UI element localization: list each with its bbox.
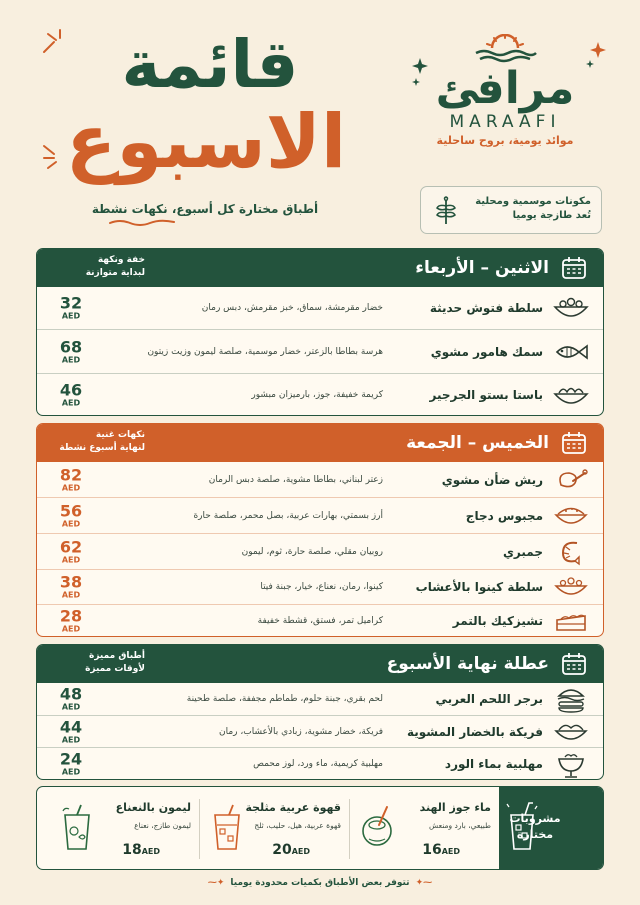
menu-item-row [37,462,603,497]
freekeh-bowl-icon [551,717,591,747]
burger-icon [551,684,591,714]
page-title-line2: الاسبوع [65,99,347,185]
section-note-line1: نكهات غنية [95,430,145,440]
section-days: الاثنين – الأربعاء [415,258,549,278]
dish-description: كينوا، رمان، نعناع، خيار، جبنة فيتا [260,582,383,592]
rice-bowl-icon [551,501,591,531]
drink-description: ليمون طازج، نعناع [134,821,191,830]
section-days: الخميس – الجمعة [406,433,549,453]
dish-name: مجبوس دجاج [465,508,543,523]
salad-bowl-icon [551,293,591,323]
dish-name: تشيزكيك بالتمر [452,614,543,628]
divider [349,799,350,859]
price-value: 18 [122,842,142,858]
dish-price [51,381,91,408]
fresh-note-line2: تُعد طازجة يوميا [512,210,591,221]
menu-item-row [37,569,603,604]
pudding-cup-icon [551,749,591,779]
leaf-icon [431,196,461,226]
shrimp-icon [551,537,591,567]
cheesecake-icon [551,606,591,636]
price-value: 24 [59,749,83,768]
drink-price [253,839,313,858]
divider [199,799,200,859]
dish-name: فريكة بالخضار المشوية [406,724,543,739]
dish-name: ريش ضأن مشوي [441,472,543,487]
price-currency: AED [61,311,81,321]
dish-name: برجر اللحم العربي [435,692,543,706]
calendar-icon [561,431,587,455]
price-currency: AED [61,398,81,407]
price-value: 56 [59,501,83,520]
drink-description: طبيعي، بارد ومنعش [429,821,491,830]
dish-price [51,750,91,777]
brand-block [410,34,600,147]
lamb-chop-icon [551,465,591,495]
dish-description: كراميل تمر، فستق، قشطة خفيفة [257,616,383,626]
calendar-icon [561,652,587,676]
fresh-note-line1: مكونات موسمية ومحلية [475,196,591,207]
section-header [37,424,603,462]
dish-description: روبيان مقلي، صلصة حارة، ثوم، ليمون [241,546,383,557]
dish-description: زعتر لبناني، بطاطا مشوية، صلصة دبس الرمان [208,474,383,485]
price-value: 28 [59,606,83,626]
menu-item-row [37,497,603,533]
section-note-line2: لأوقات مميزة [85,664,145,674]
menu-item-row [37,683,603,715]
page-subtitle [90,202,320,216]
brand-tagline: موائد يومية، بروح ساحلية [436,134,574,147]
drink-item [199,787,349,869]
drinks-label-line1: مشروبات [509,812,561,825]
sunrise-waves-icon [470,34,540,64]
section-note-line1: أطباق مميزة [89,651,145,661]
brand-name-en: MARAAFI [449,112,561,132]
dish-price [51,338,91,365]
section-note-line2: لنهاية أسبوع نشطة [59,443,145,453]
section-thu-fri [36,423,604,637]
dish-price [51,295,91,322]
price-currency: AED [61,355,81,364]
section-header [37,249,603,287]
price-value: 62 [59,537,83,556]
price-value: 38 [59,572,83,592]
menu-item-row [37,533,603,569]
dish-name: سلطة كينوا بالأعشاب [415,580,543,594]
footer-ornament-icon: ✦⁓ [207,878,225,888]
price-currency: AED [61,735,81,744]
price-value: 20 [272,842,292,858]
drinks-panel [36,786,604,870]
price-currency: AED [61,483,81,492]
drink-price [403,839,463,858]
price-value: 68 [59,337,83,356]
dish-description: فريكة، خضار مشوية، زبادي بالأعشاب، رمان [218,726,383,737]
menu-item-row [37,604,603,637]
quinoa-bowl-icon [551,572,591,602]
dish-price [51,718,91,745]
price-value: 48 [59,684,83,704]
drink-glass-icon [505,801,539,853]
underline-squiggle-icon [108,218,178,226]
pasta-bowl-icon [551,380,591,410]
dish-price [51,574,91,601]
calendar-icon [561,256,587,280]
menu-item-row [37,747,603,779]
brand-name-ar: مرافئ [435,63,575,114]
drink-name: ليمون بالنعناع [115,801,191,814]
menu-item-row [37,287,603,329]
price-value: 32 [59,293,83,313]
footer-note [150,878,490,888]
sparkle-lines-icon [40,26,74,56]
dish-price [51,502,91,529]
section-note-line2: لبداية متوازنة [85,268,145,278]
price-currency: AED [441,847,460,856]
drinks-label-line2: مختارة [516,828,554,841]
dish-price [51,538,91,565]
drink-description: قهوة عربية، هيل، حليب، ثلج [254,821,341,830]
dish-description: لحم بقري، جبنة حلوم، طماطم مجففة، صلصة طحينة [186,694,383,704]
dish-name: سلطة فتوش حديثة [429,301,543,315]
fresh-ingredients-note [420,186,602,234]
section-weekend [36,644,604,780]
dish-description: كريمة خفيفة، جوز، بارميزان مبشور [251,389,383,400]
price-currency: AED [291,847,310,856]
drink-item [49,787,199,869]
price-currency: AED [61,519,81,528]
fish-icon [551,337,591,367]
drink-price [103,839,163,858]
dish-price [51,466,91,493]
menu-item-row [37,715,603,747]
price-value: 46 [59,380,83,399]
footer-text: تتوفر بعض الأطباق بكميات محدودة يوميا [230,878,410,888]
dish-name: باستا بستو الجرجير [429,387,543,402]
dish-description: خضار مقرمشة، سماق، خبز مقرمش، دبس رمان [201,303,383,313]
price-value: 44 [59,717,83,736]
footer-ornament-icon: ⁓✦ [415,878,433,888]
price-value: 82 [59,465,83,484]
dish-description: أرز بسمتي، بهارات عربية، بصل محمر، صلصة حارة [193,510,383,521]
dish-name: جمبري [502,544,543,559]
menu-item-row [37,329,603,373]
section-note-line1: خفة ونكهة [97,255,145,265]
dish-description: هرسة بطاطا بالزعتر، خضار موسمية، صلصة ليمون وزيت زيتون [147,346,383,357]
section-header [37,645,603,683]
dish-price [51,686,91,713]
price-currency: AED [61,702,81,712]
price-currency: AED [141,847,160,856]
drinks-label-panel [499,787,603,869]
page-title-line1: قائمة [121,26,299,103]
drink-name: ماء جوز الهند [419,801,491,814]
dish-price [51,608,91,635]
price-currency: AED [61,555,81,564]
section-mon-wed [36,248,604,416]
price-currency: AED [61,590,81,600]
price-currency: AED [61,624,81,634]
menu-item-row [37,373,603,415]
dish-name: سمك هامور مشوي [430,344,543,359]
section-days: عطلة نهاية الأسبوع [386,654,549,674]
dish-description: مهلبية كريمية، ماء ورد، لوز محمص [253,758,383,769]
drink-item [349,787,499,869]
drink-name: قهوة عربية مثلجة [245,801,341,814]
price-currency: AED [61,767,81,776]
subtitle-text: أطباق مختارة كل أسبوع، نكهات نشطة [91,202,319,216]
dish-name: مهلبية بماء الورد [444,756,543,771]
price-value: 16 [422,842,442,858]
